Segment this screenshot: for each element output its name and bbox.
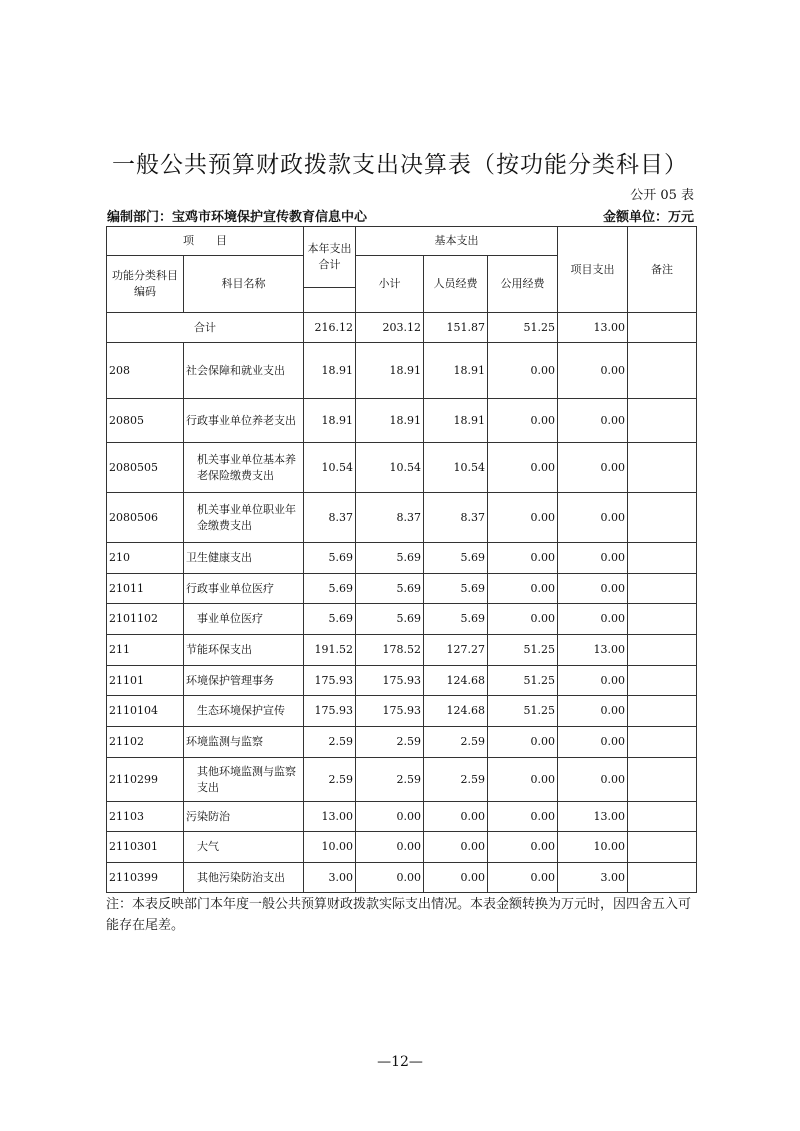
row-project: 0.00 (558, 343, 628, 399)
total-remark (628, 313, 697, 343)
row-code: 20805 (107, 399, 184, 443)
row-public: 0.00 (488, 399, 558, 443)
row-remark (628, 696, 697, 727)
row-public: 0.00 (488, 863, 558, 893)
row-total: 18.91 (304, 343, 356, 399)
row-total: 175.93 (304, 666, 356, 696)
total-project: 13.00 (558, 313, 628, 343)
total-total: 216.12 (304, 313, 356, 343)
header-remark: 备注 (628, 227, 697, 313)
row-remark (628, 666, 697, 696)
table-row (107, 543, 697, 574)
row-project: 13.00 (558, 802, 628, 832)
row-remark (628, 832, 697, 863)
row-code: 21101 (107, 666, 184, 696)
row-total: 175.93 (304, 696, 356, 727)
row-subtotal: 2.59 (356, 758, 424, 802)
row-public: 0.00 (488, 574, 558, 604)
table-row (107, 604, 697, 635)
row-name: 环境保护管理事务 (184, 666, 304, 696)
table-row (107, 802, 697, 832)
row-public: 51.25 (488, 696, 558, 727)
row-code: 2110399 (107, 863, 184, 893)
header-name: 科目名称 (184, 256, 304, 313)
row-name: 卫生健康支出 (184, 543, 304, 574)
row-remark (628, 343, 697, 399)
row-public: 51.25 (488, 666, 558, 696)
page-number: —12— (377, 1054, 423, 1070)
total-subtotal: 203.12 (356, 313, 424, 343)
row-remark (628, 635, 697, 666)
row-subtotal: 178.52 (356, 635, 424, 666)
row-code: 21102 (107, 727, 184, 758)
row-remark (628, 604, 697, 635)
table-row (107, 727, 697, 758)
table-row (107, 399, 697, 443)
table-row (107, 343, 697, 399)
row-public: 0.00 (488, 727, 558, 758)
row-public: 51.25 (488, 635, 558, 666)
row-code: 2110301 (107, 832, 184, 863)
header-row-1 (107, 227, 697, 256)
row-subtotal: 175.93 (356, 666, 424, 696)
total-row (107, 313, 697, 343)
row-total: 8.37 (304, 493, 356, 543)
row-remark (628, 493, 697, 543)
row-personnel: 18.91 (424, 399, 488, 443)
table-row (107, 493, 697, 543)
department-label: 编制部门：宝鸡市环境保护宣传教育信息中心 (107, 210, 368, 225)
row-name: 其他污染防治支出 (184, 863, 304, 893)
row-total: 3.00 (304, 863, 356, 893)
row-personnel: 2.59 (424, 758, 488, 802)
table-row (107, 863, 697, 893)
row-personnel: 0.00 (424, 863, 488, 893)
header-subtotal: 小计 (356, 256, 424, 313)
row-code: 211 (107, 635, 184, 666)
row-project: 10.00 (558, 832, 628, 863)
row-project: 0.00 (558, 727, 628, 758)
table-row (107, 443, 697, 493)
header-basic: 基本支出 (356, 227, 558, 256)
row-remark (628, 543, 697, 574)
row-code: 2080505 (107, 443, 184, 493)
row-code: 2080506 (107, 493, 184, 543)
row-code: 208 (107, 343, 184, 399)
row-subtotal: 5.69 (356, 543, 424, 574)
table-row (107, 666, 697, 696)
row-personnel: 5.69 (424, 543, 488, 574)
table-row (107, 696, 697, 727)
row-subtotal: 5.69 (356, 604, 424, 635)
row-remark (628, 802, 697, 832)
row-personnel: 5.69 (424, 574, 488, 604)
row-public: 0.00 (488, 443, 558, 493)
row-project: 0.00 (558, 604, 628, 635)
row-project: 0.00 (558, 666, 628, 696)
row-public: 0.00 (488, 832, 558, 863)
row-total: 2.59 (304, 727, 356, 758)
row-code: 2110104 (107, 696, 184, 727)
row-project: 0.00 (558, 443, 628, 493)
row-public: 0.00 (488, 493, 558, 543)
row-project: 3.00 (558, 863, 628, 893)
form-number: 公开 05 表 (630, 188, 694, 203)
row-project: 0.00 (558, 574, 628, 604)
total-label: 合计 (107, 313, 304, 343)
row-name: 节能环保支出 (184, 635, 304, 666)
row-public: 0.00 (488, 802, 558, 832)
row-remark (628, 574, 697, 604)
row-personnel: 127.27 (424, 635, 488, 666)
row-total: 5.69 (304, 543, 356, 574)
total-personnel: 151.87 (424, 313, 488, 343)
row-project: 0.00 (558, 758, 628, 802)
row-total: 18.91 (304, 399, 356, 443)
row-personnel: 124.68 (424, 696, 488, 727)
header-item: 项 目 (107, 227, 304, 256)
table-row (107, 574, 697, 604)
row-name: 生态环境保护宣传 (184, 696, 304, 727)
row-public: 0.00 (488, 758, 558, 802)
row-subtotal: 18.91 (356, 343, 424, 399)
row-personnel: 0.00 (424, 832, 488, 863)
row-public: 0.00 (488, 343, 558, 399)
table-row (107, 635, 697, 666)
row-personnel: 8.37 (424, 493, 488, 543)
row-name: 污染防治 (184, 802, 304, 832)
row-remark (628, 863, 697, 893)
row-public: 0.00 (488, 604, 558, 635)
row-subtotal: 18.91 (356, 399, 424, 443)
row-remark (628, 758, 697, 802)
table-row (107, 758, 697, 802)
row-subtotal: 0.00 (356, 832, 424, 863)
page-title: 一般公共预算财政拨款支出决算表（按功能分类科目） (112, 152, 688, 178)
header-personnel: 人员经费 (424, 256, 488, 313)
row-remark (628, 443, 697, 493)
row-remark (628, 399, 697, 443)
row-remark (628, 727, 697, 758)
row-total: 10.54 (304, 443, 356, 493)
row-personnel: 0.00 (424, 802, 488, 832)
row-total: 5.69 (304, 604, 356, 635)
row-name: 社会保障和就业支出 (184, 343, 304, 399)
row-total: 2.59 (304, 758, 356, 802)
row-personnel: 5.69 (424, 604, 488, 635)
row-subtotal: 175.93 (356, 696, 424, 727)
row-total: 191.52 (304, 635, 356, 666)
row-total: 5.69 (304, 574, 356, 604)
row-personnel: 10.54 (424, 443, 488, 493)
row-name: 事业单位医疗 (184, 604, 304, 635)
header-total: 本年支出合计 (304, 227, 356, 288)
total-public: 51.25 (488, 313, 558, 343)
row-code: 21011 (107, 574, 184, 604)
expenditure-table (106, 226, 697, 893)
row-project: 0.00 (558, 696, 628, 727)
row-subtotal: 0.00 (356, 863, 424, 893)
row-subtotal: 10.54 (356, 443, 424, 493)
row-code: 2101102 (107, 604, 184, 635)
row-name: 大气 (184, 832, 304, 863)
row-code: 21103 (107, 802, 184, 832)
row-name: 环境监测与监察 (184, 727, 304, 758)
row-total: 13.00 (304, 802, 356, 832)
row-subtotal: 0.00 (356, 802, 424, 832)
row-project: 0.00 (558, 399, 628, 443)
header-code: 功能分类科目编码 (107, 256, 184, 313)
footnote: 注：本表反映部门本年度一般公共预算财政拨款实际支出情况。本表金额转换为万元时，因四舍五入可能存在尾差。 (106, 897, 692, 933)
row-subtotal: 8.37 (356, 493, 424, 543)
row-total: 10.00 (304, 832, 356, 863)
row-personnel: 18.91 (424, 343, 488, 399)
row-name: 机关事业单位基本养老保险缴费支出 (184, 443, 304, 493)
row-name: 机关事业单位职业年金缴费支出 (184, 493, 304, 543)
row-project: 0.00 (558, 493, 628, 543)
row-personnel: 124.68 (424, 666, 488, 696)
row-project: 0.00 (558, 543, 628, 574)
row-name: 行政事业单位医疗 (184, 574, 304, 604)
header-project: 项目支出 (558, 227, 628, 313)
row-project: 13.00 (558, 635, 628, 666)
row-subtotal: 2.59 (356, 727, 424, 758)
row-subtotal: 5.69 (356, 574, 424, 604)
row-personnel: 2.59 (424, 727, 488, 758)
row-name: 其他环境监测与监察支出 (184, 758, 304, 802)
table-row (107, 832, 697, 863)
row-code: 210 (107, 543, 184, 574)
header-public: 公用经费 (488, 256, 558, 313)
row-code: 2110299 (107, 758, 184, 802)
amount-unit-label: 金额单位：万元 (602, 210, 694, 225)
row-name: 行政事业单位养老支出 (184, 399, 304, 443)
row-public: 0.00 (488, 543, 558, 574)
